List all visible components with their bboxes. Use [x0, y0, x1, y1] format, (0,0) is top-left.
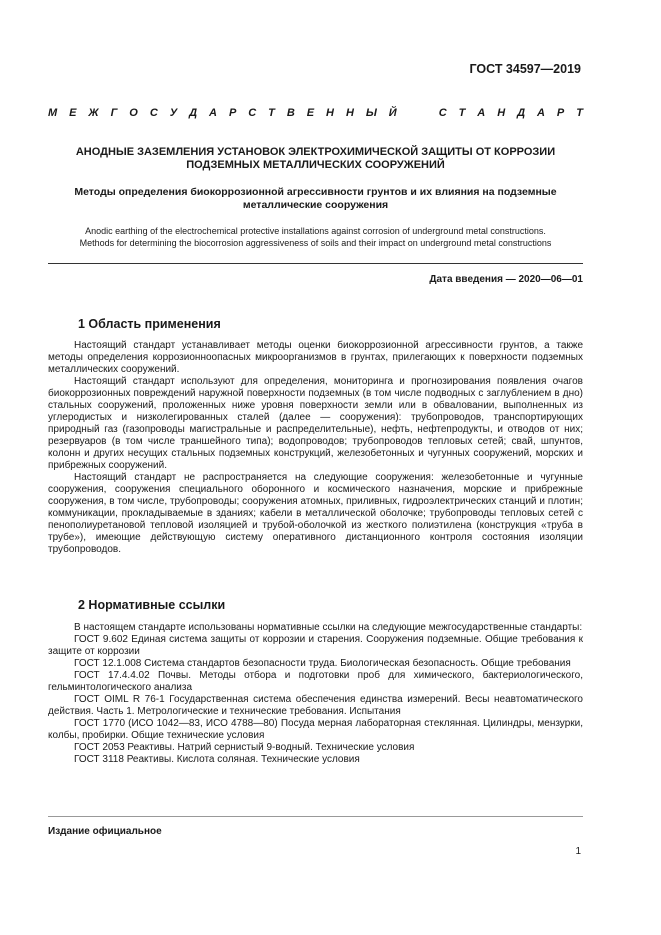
- banner-letter: Н: [326, 107, 334, 119]
- banner-letter: [409, 107, 412, 119]
- header-divider: [48, 263, 583, 264]
- introduction-date: Дата введения — 2020—06—01: [429, 274, 583, 285]
- reference-item: ГОСТ 2053 Реактивы. Натрий сернистый 9-водный. Технические условия: [74, 742, 415, 753]
- banner-letter: А: [537, 107, 545, 119]
- english-title-line-2: Methods for determining the biocorrosion aggressiveness of soils and their impact on underground metal constructions: [79, 238, 552, 248]
- banner-letter: Р: [228, 107, 237, 119]
- banner-letter: Т: [458, 107, 466, 119]
- official-edition-label: Издание официальное: [48, 826, 162, 837]
- banner-letter: Г: [110, 107, 118, 119]
- title-line-2: ПОДЗЕМНЫХ МЕТАЛЛИЧЕСКИХ СООРУЖЕНИЙ: [186, 159, 445, 171]
- banner-letter: С: [438, 107, 447, 119]
- banner-letter: Ы: [365, 107, 377, 119]
- reference-item: ГОСТ 17.4.4.02 Почвы. Методы отбора и подготовки проб для химического, бактериологического, гельминтологического анализа: [48, 670, 583, 693]
- banner-letter: Т: [576, 107, 583, 119]
- interstate-standard-banner: [48, 107, 583, 119]
- banner-letter: Д: [189, 107, 198, 119]
- english-title-line-1: Anodic earthing of the electrochemical protective installations against corrosion of underground metal constructions.: [85, 226, 546, 236]
- banner-letter: Д: [517, 107, 526, 119]
- banner-letter: О: [129, 107, 138, 119]
- english-title: [48, 225, 583, 249]
- banner-letter: Ж: [88, 107, 99, 119]
- banner-letter: Р: [556, 107, 565, 119]
- page-number: 1: [575, 846, 581, 857]
- banner-letter: М: [48, 107, 58, 119]
- section-1-heading: 1 Область применения: [78, 317, 221, 331]
- reference-item: ГОСТ 12.1.008 Система стандартов безопасности труда. Биологическая безопасность. Общие требования: [74, 658, 571, 669]
- banner-letter: У: [169, 107, 178, 119]
- title-line-1: АНОДНЫЕ ЗАЗЕМЛЕНИЯ УСТАНОВОК ЭЛЕКТРОХИМИЧЕСКОЙ ЗАЩИТЫ ОТ КОРРОЗИИ: [75, 146, 556, 158]
- reference-item: ГОСТ 9.602 Единая система защиты от коррозии и старения. Сооружения подземные. Общие требования к защите от коррозии: [48, 634, 583, 657]
- banner-letter: Н: [497, 107, 506, 119]
- paragraph: Настоящий стандарт не распространяется на следующие сооружения: железобетонные и чугунные сооружения, сооружения специального оборонного и космического назначения, морские и прибрежные сооружения, в том числе, трубопроводы; сооружения атомных, приливных, гидроэлектрических станций и плотин; коммуникации, прокладываемые в зданиях; кабели в металлической оболочке; трубопроводы тепловых сетей с пенополиуретановой тепловой изоляцией и трубой-оболочкой из жесткого полиэтилена (конструкция «труба в трубе»), имеющие действующую систему оперативного дистанционного контроля состояния изоляции трубопроводов.: [48, 472, 583, 555]
- section-2-heading: 2 Нормативные ссылки: [78, 598, 226, 612]
- reference-item: ГОСТ OIML R 76-1 Государственная система обеспечения единства измерений. Весы неавтоматического действия. Часть 1. Метрологические и технические требования. Испытания: [48, 694, 583, 717]
- standard-number: ГОСТ 34597—2019: [469, 62, 581, 76]
- banner-letter: А: [209, 107, 217, 119]
- banner-letter: В: [286, 107, 295, 119]
- banner-letter: Й: [388, 107, 397, 119]
- document-title: [48, 146, 583, 172]
- section-2-body: [48, 622, 583, 766]
- banner-letter: Е: [69, 107, 77, 119]
- banner-letter: [424, 107, 427, 119]
- banner-letter: Е: [306, 107, 315, 119]
- reference-item: ГОСТ 1770 (ИСО 1042—83, ИСО 4788—80) Посуда мерная лабораторная стеклянная. Цилиндры, мензурки, колбы, пробирки. Общие технические условия: [48, 718, 583, 741]
- banner-letter: Н: [345, 107, 354, 119]
- paragraph: Настоящий стандарт используют для определения, мониторинга и прогнозирования появления очагов биокоррозионных повреждений наружной поверхности подземных (в том числе подводных с заглублением в дно) стальных сооружений, проложенных ниже уровня поверхности земли или в обваловании, выполненных из углеродистых и низколегированных сталей (далее — сооружения): трубопроводов, транспортирующих природный газ (газопроводы магистральные и распределительные), нефть, нефтепродукты, и отводов от них; резервуаров (в том числе траншейного типа); водопроводов; трубопроводов тепловых сетей; свай, шпунтов, колонн и других несущих стальных подземных конструкций, железобетонных и чугунных сооружений, морских и прибрежных сооружений.: [48, 376, 583, 471]
- document-subtitle: [48, 186, 583, 212]
- subtitle-line-1: Методы определения биокоррозионной агрессивности грунтов и их влияния на подземные: [74, 186, 557, 198]
- section-1-body: [48, 340, 583, 556]
- paragraph: Настоящий стандарт устанавливает методы оценки биокоррозионной агрессивности грунтов, а также методы определения коррозионноопасных микроорганизмов в грунтах, прилегающих к поверхности подземных металлических сооружений.: [48, 340, 583, 375]
- banner-letter: А: [477, 107, 486, 119]
- banner-letter: С: [248, 107, 257, 119]
- banner-letter: С: [149, 107, 158, 119]
- subtitle-line-2: металлические сооружения: [242, 199, 389, 211]
- banner-letter: Т: [268, 107, 275, 119]
- reference-item: ГОСТ 3118 Реактивы. Кислота соляная. Технические условия: [74, 754, 360, 765]
- paragraph: В настоящем стандарте использованы нормативные ссылки на следующие межгосударственные стандарты:: [74, 622, 583, 633]
- footer-divider: [48, 816, 583, 817]
